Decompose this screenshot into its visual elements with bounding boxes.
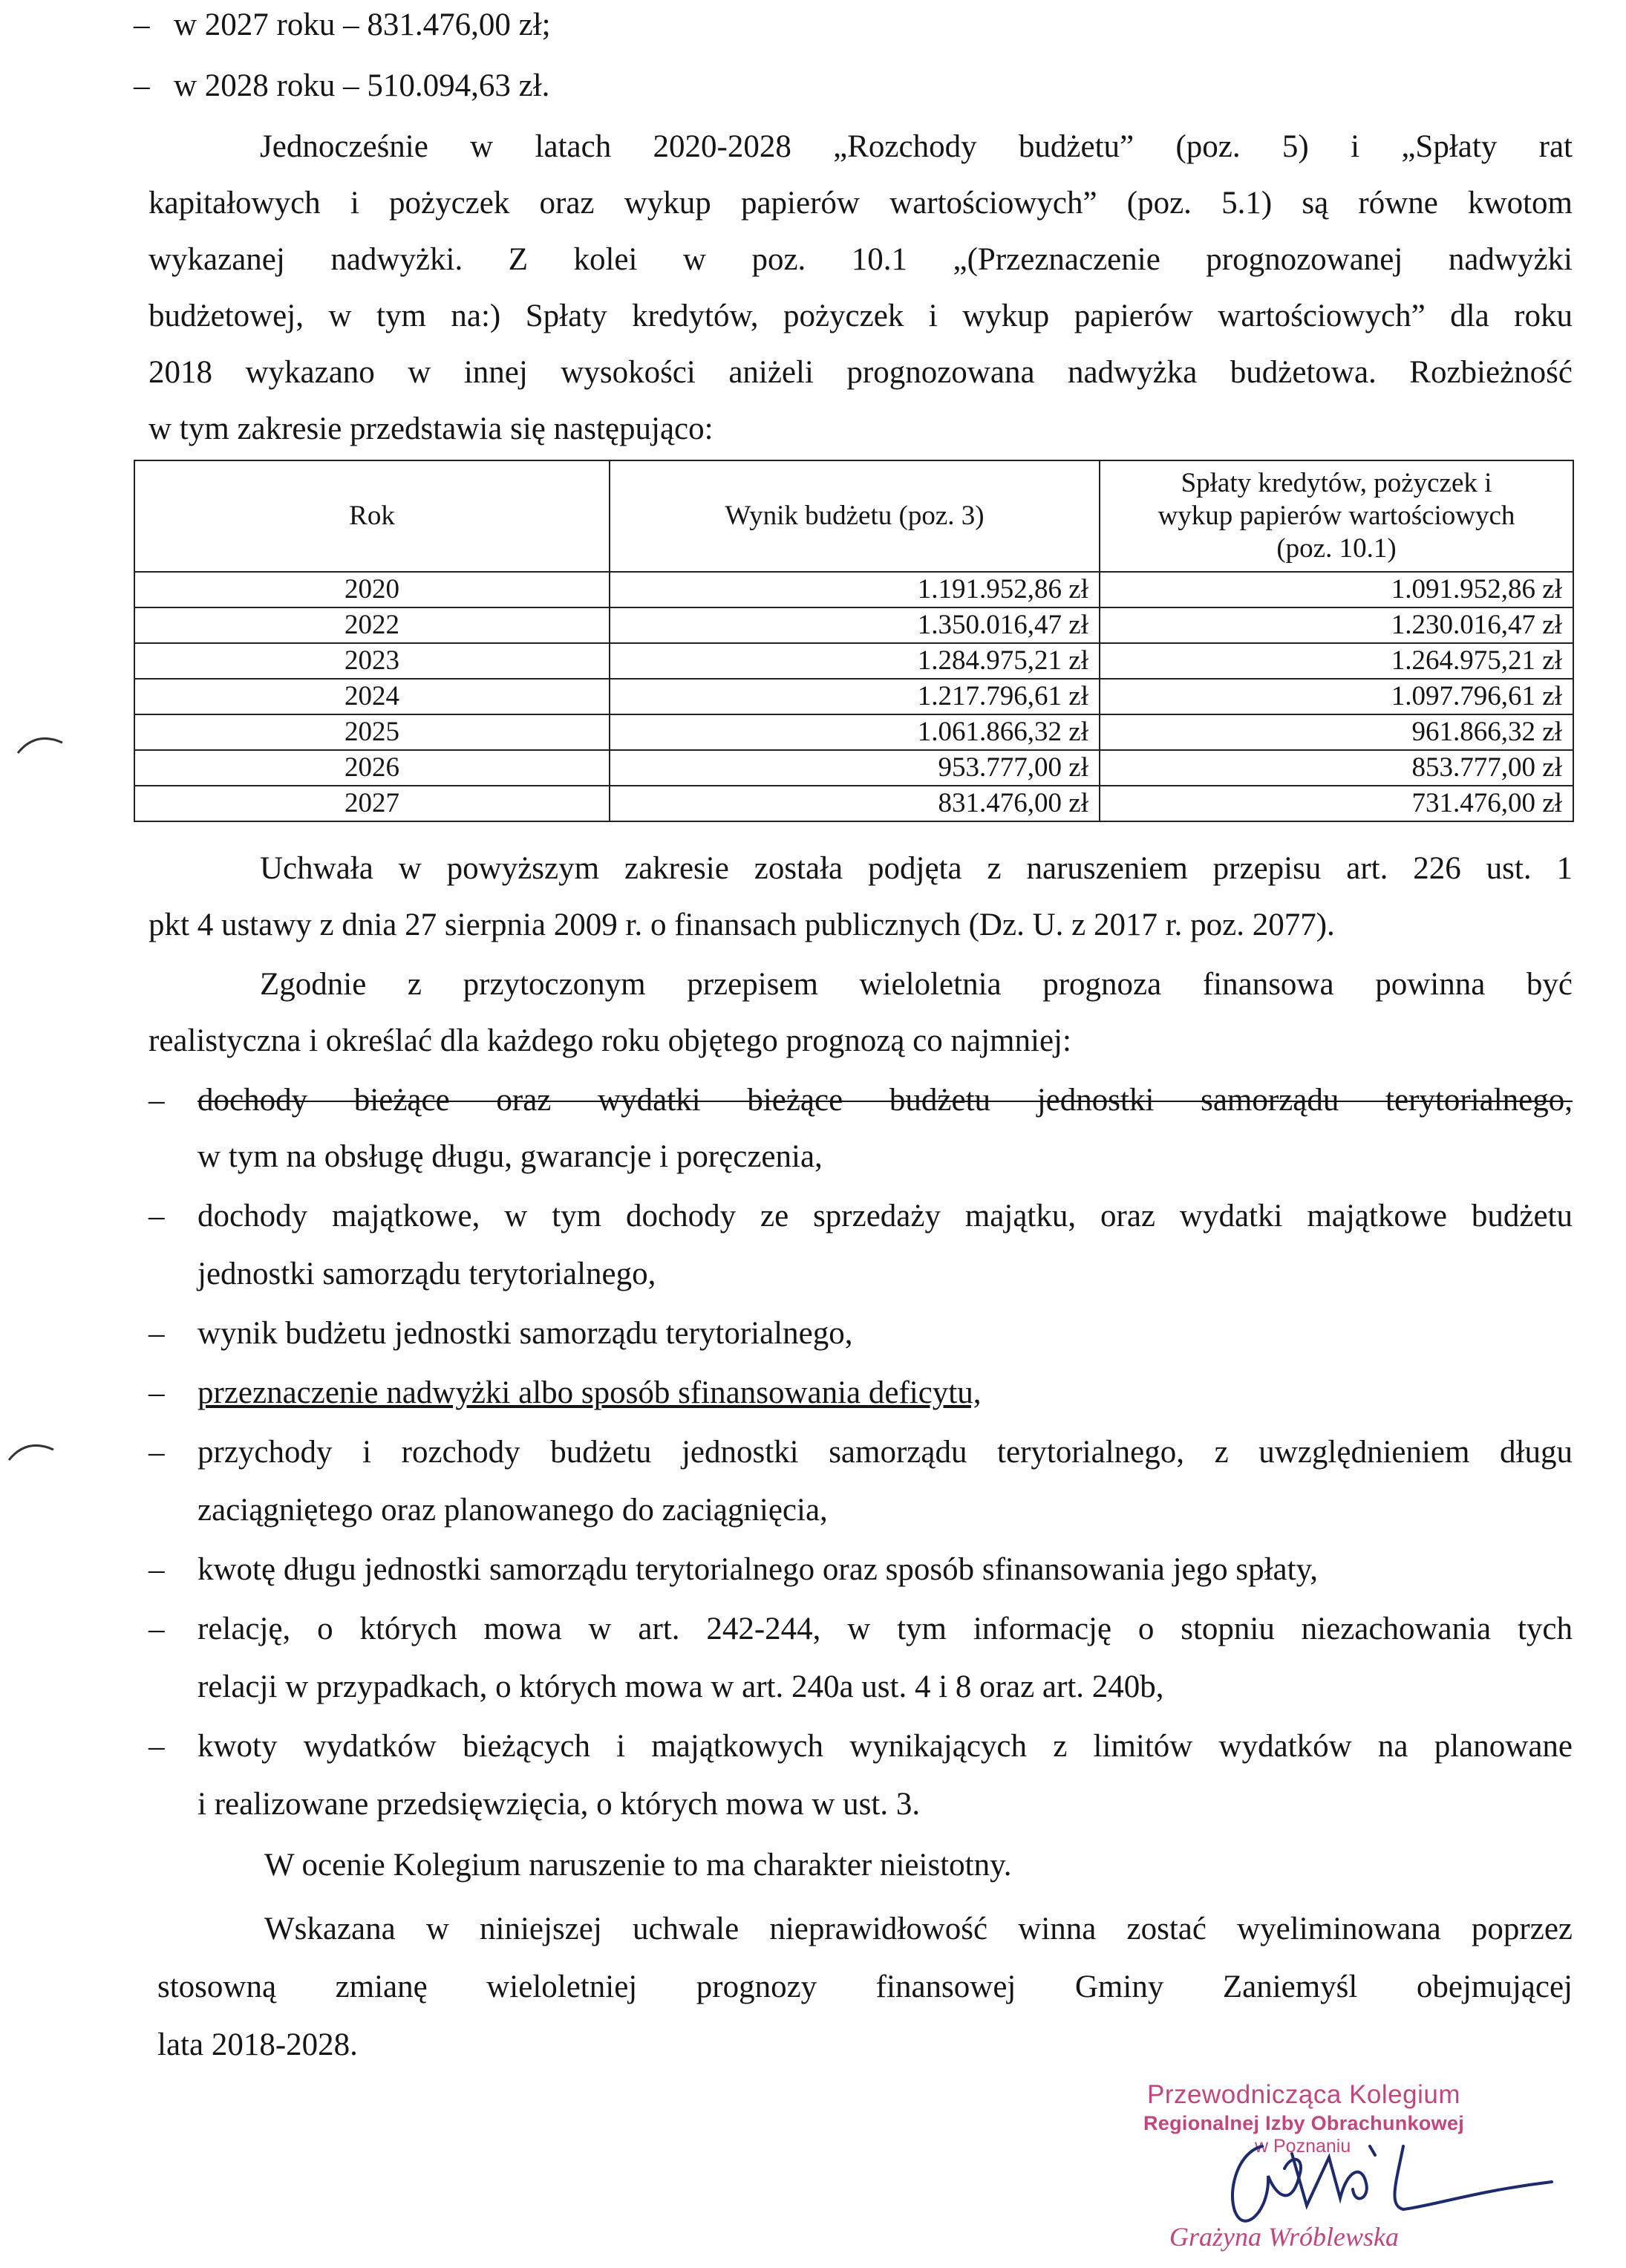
list-dash: – — [134, 7, 150, 42]
stamp-name: Grażyna Wróblewska — [1169, 2222, 1399, 2252]
header-repayments-line: wykup papierów wartościowych — [1158, 501, 1515, 531]
para1-line: Jednocześnie w latach 2020-2028 „Rozchody budżetu” (poz. 5) i „Spłaty rat — [260, 129, 1573, 164]
cell-budget-result: 1.284.975,21 zł — [610, 643, 1100, 679]
list-dash: – — [134, 68, 150, 103]
para1-line: kapitałowych i pożyczek oraz wykup papierów wartościowych” (poz. 5.1) są równe kwotom — [148, 186, 1573, 221]
cell-budget-result: 1.191.952,86 zł — [610, 572, 1100, 607]
cell-budget-result: 831.476,00 zł — [610, 786, 1100, 821]
para5-line: Wskazana w niniejszej uchwale nieprawidłowość winna zostać wyeliminowana poprzez — [264, 1912, 1573, 1946]
para3-line: Zgodnie z przytoczonym przepisem wieloletnia prognoza finansowa powinna być — [260, 967, 1573, 1002]
para4-line: W ocenie Kolegium naruszenie to ma charakter nieistotny. — [264, 1848, 1012, 1883]
para1-line: budżetowej, w tym na:) Spłaty kredytów, pożyczek i wykup papierów wartościowych” dla roku — [148, 299, 1573, 333]
cell-repayments: 1.091.952,86 zł — [1100, 572, 1573, 607]
header-budget-result: Wynik budżetu (poz. 3) — [610, 460, 1100, 572]
table-row — [134, 750, 1573, 786]
requirement-line: jednostki samorządu terytorialnego, — [197, 1257, 656, 1291]
cell-repayments: 1.097.796,61 zł — [1100, 679, 1573, 714]
requirement-line: przychody i rozchody budżetu jednostki samorządu terytorialnego, z uwzględnieniem długu — [197, 1435, 1573, 1470]
cell-year: 2024 — [134, 679, 610, 714]
cell-repayments: 731.476,00 zł — [1100, 786, 1573, 821]
table-header-row — [134, 460, 1573, 572]
para1-line: w tym zakresie przedstawia się następująco: — [148, 411, 714, 446]
cell-year: 2023 — [134, 643, 610, 679]
requirement-line: i realizowane przedsięwzięcia, o których mowa w ust. 3. — [197, 1787, 921, 1822]
table-row — [134, 643, 1573, 679]
para5-line: lata 2018-2028. — [157, 2027, 358, 2062]
cell-repayments: 1.264.975,21 zł — [1100, 643, 1573, 679]
header-repayments-line: Spłaty kredytów, pożyczek i — [1181, 468, 1492, 498]
header-year: Rok — [134, 460, 610, 572]
list-dash: – — [148, 1729, 165, 1764]
para2-line: Uchwała w powyższym zakresie została podjęta z naruszeniem przepisu art. 226 ust. 1 — [260, 851, 1573, 886]
stamp-title: Przewodnicząca Kolegium — [1147, 2080, 1460, 2109]
list-dash: – — [148, 1083, 165, 1118]
requirement-line: zaciągniętego oraz planowanego do zaciągnięcia, — [197, 1493, 828, 1528]
cell-budget-result: 1.350.016,47 zł — [610, 607, 1100, 643]
cell-year: 2022 — [134, 607, 610, 643]
cell-year: 2027 — [134, 786, 610, 821]
requirement-line: w tym na obsługę długu, gwarancje i poręczenia, — [197, 1139, 823, 1174]
intro-list-item-2028: w 2028 roku – 510.094,63 zł. — [174, 68, 550, 103]
table-row — [134, 786, 1573, 821]
cell-repayments: 961.866,32 zł — [1100, 714, 1573, 750]
list-dash: – — [148, 1316, 165, 1351]
para2-line: pkt 4 ustawy z dnia 27 sierpnia 2009 r. o finansach publicznych (Dz. U. z 2017 r. poz. 2077). — [148, 907, 1335, 942]
cell-budget-result: 1.217.796,61 zł — [610, 679, 1100, 714]
list-dash: – — [148, 1612, 165, 1646]
requirement-line: relacji w przypadkach, o których mowa w art. 240a ust. 4 i 8 oraz art. 240b, — [197, 1669, 1164, 1704]
cell-repayments: 1.230.016,47 zł — [1100, 607, 1573, 643]
requirement-struck-text: dochody bieżące oraz wydatki bieżące budżetu jednostki samorządu terytorialnego, — [197, 1083, 1573, 1118]
table-row — [134, 572, 1573, 607]
requirement-line: kwoty wydatków bieżących i majątkowych wynikających z limitów wydatków na planowane — [197, 1729, 1573, 1764]
cell-year: 2020 — [134, 572, 610, 607]
cell-repayments: 853.777,00 zł — [1100, 750, 1573, 786]
signature-icon — [1181, 2124, 1567, 2228]
cell-budget-result: 953.777,00 zł — [610, 750, 1100, 786]
para1-line: wykazanej nadwyżki. Z kolei w poz. 10.1 „(Przeznaczenie prognozowanej nadwyżki — [148, 242, 1573, 277]
cell-year: 2026 — [134, 750, 610, 786]
header-repayments-line: (poz. 10.1) — [1276, 533, 1397, 564]
requirement-line: wynik budżetu jednostki samorządu terytorialnego, — [197, 1316, 853, 1351]
list-dash: – — [148, 1435, 165, 1470]
requirement-underlined-line: przeznaczenie nadwyżki albo sposób sfinansowania deficytu, — [197, 1375, 982, 1410]
stamp-organization: Regionalnej Izby Obrachunkowej — [1143, 2112, 1465, 2134]
list-dash: – — [148, 1375, 165, 1410]
para5-line: stosowną zmianę wieloletniej prognozy finansowej Gminy Zaniemyśl obejmującej — [157, 1969, 1573, 2004]
punch-hole-mark — [15, 728, 67, 757]
para1-line: 2018 wykazano w innej wysokości aniżeli prognozowana nadwyżka budżetowa. Rozbieżność — [148, 355, 1573, 390]
table-row — [134, 679, 1573, 714]
table-row — [134, 714, 1573, 750]
requirement-line: kwotę długu jednostki samorządu terytorialnego oraz sposób sfinansowania jego spłaty, — [197, 1552, 1319, 1587]
list-dash: – — [148, 1552, 165, 1587]
intro-list-item-2027: w 2027 roku – 831.476,00 zł; — [174, 7, 551, 42]
para3-line: realistyczna i określać dla każdego roku objętego prognozą co najmniej: — [148, 1023, 1071, 1058]
budget-comparison-table — [134, 460, 1574, 822]
punch-hole-mark — [6, 1435, 58, 1464]
list-dash: – — [148, 1199, 165, 1234]
table-row — [134, 607, 1573, 643]
requirement-line: relację, o których mowa w art. 242-244, w tym informację o stopniu niezachowania tych — [197, 1612, 1573, 1646]
header-repayments — [1100, 460, 1573, 572]
requirement-line: dochody majątkowe, w tym dochody ze sprzedaży majątku, oraz wydatki majątkowe budżetu — [197, 1199, 1573, 1234]
cell-budget-result: 1.061.866,32 zł — [610, 714, 1100, 750]
requirement-line — [197, 1081, 1573, 1120]
cell-year: 2025 — [134, 714, 610, 750]
stamp-city: w Poznaniu — [1255, 2136, 1351, 2157]
